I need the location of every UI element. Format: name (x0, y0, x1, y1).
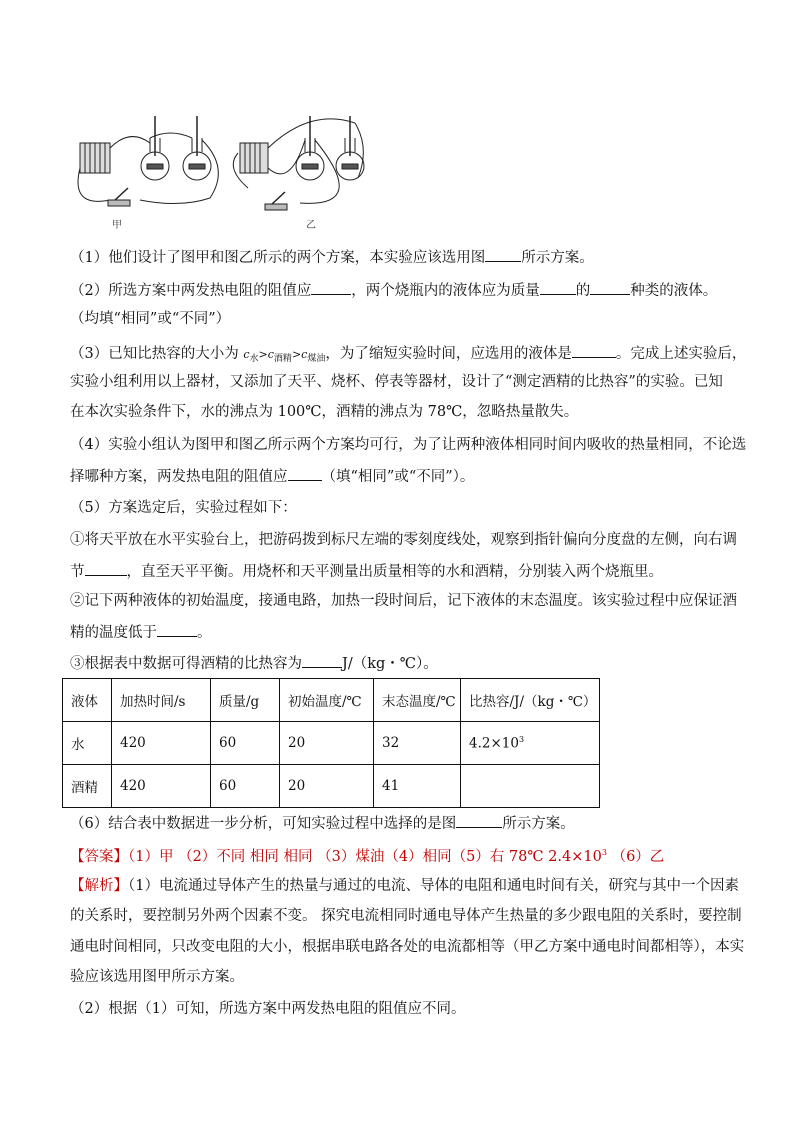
q5-step2-line2 (70, 622, 212, 642)
gt-sign: > (258, 348, 268, 361)
table-cell (461, 722, 600, 765)
q5-blank-3[interactable] (302, 653, 342, 668)
table-row (63, 765, 600, 808)
table-header-row (63, 679, 600, 722)
table-cell (461, 765, 600, 808)
table-cell: 20 (280, 722, 374, 765)
table-cell: 60 (211, 722, 280, 765)
q2-text-a: （2）所选方案中两发热电阻的阻值应 (70, 283, 312, 299)
table-cell: 酒精 (63, 765, 112, 808)
q2-blank-3[interactable] (590, 280, 630, 295)
analysis-line-2: 的关系时，要控制另外两个因素不变。 探究电流相同时通电导体产生热量的多少跟电阻的关系时，要控制 (70, 908, 742, 924)
table-cell: 41 (374, 765, 461, 808)
q4-line-2 (70, 466, 474, 486)
analysis-text: （1）电流通过导体产生的热量与通过的电流、导体的电阻和通电时间有关，研究与其中一个因素 (128, 878, 739, 894)
heat-capacity-value: 4.2×10 (469, 735, 519, 752)
gt-sign: > (291, 348, 302, 361)
q2-text-c: 的 (575, 283, 591, 299)
q5-intro: （5）方案选定后，实验过程如下： (70, 500, 297, 516)
q2-text-b: ，两个烧瓶内的液体应为质量 (351, 283, 540, 299)
q5-step1-line1: ①将天平放在水平实验台上，把游码拨到标尺左端的零刻度线处，观察到指针偏向分度盘的左侧，向右调 (70, 532, 737, 548)
q2-blank-2[interactable] (540, 280, 576, 295)
data-table (62, 678, 600, 808)
q3-text-b: ，为了缩短实验时间，应选用的液体是 (325, 346, 572, 362)
table-row (63, 722, 600, 765)
table-header: 质量/g (211, 679, 280, 722)
q2-blank-1[interactable] (311, 280, 351, 295)
table-cell: 32 (374, 722, 461, 765)
q3-line-3: 在本次实验条件下，水的沸点为 100℃，酒精的沸点为 78℃，忽略热量散失。 (70, 404, 579, 420)
q4-line-1: （4）实验小组认为图甲和图乙所示两个方案均可行，为了让两种液体相同时间内吸收的热量相同，不论选 (70, 437, 747, 453)
q5-s1-b: ，直至天平平衡。用烧杯和天平测量出质量相等的水和酒精，分别装入两个烧瓶里。 (126, 564, 663, 580)
table-header: 初始温度/℃ (280, 679, 374, 722)
q2-text-d: 种类的液体。 (630, 283, 718, 299)
answer-text: （1）甲 （2）不同 相同 相同 （3）煤油（4）相同（5）右 78℃ 2.4×10 (128, 848, 602, 865)
question-1 (70, 247, 594, 267)
q5-s3-a: ③根据表中数据可得酒精的比热容为 (70, 656, 302, 672)
q4-text-b: （填“相同”或“不同”）。 (321, 469, 475, 485)
table-header: 加热时间/s (112, 679, 211, 722)
circuit-diagrams (70, 108, 400, 233)
q3-text-a: （3）已知比热容的大小为 (70, 346, 239, 362)
experiment-figure (70, 108, 400, 233)
q3-line-2: 实验小组利用以上器材，又添加了天平、烧杯、停表等器材，设计了“测定酒精的比热容”的实验。已知 (70, 374, 723, 390)
q5-s1-a: 节 (70, 564, 85, 580)
question-3 (70, 343, 746, 368)
q3-text-c: 。完成上述实验后， (615, 346, 747, 362)
analysis-line-5: （2）根据（1）可知，所选方案中两发热电阻的阻值应不同。 (70, 1001, 466, 1017)
sub-kerosene: 煤油 (307, 354, 326, 364)
heat-capacity-exponent: 3 (518, 734, 525, 744)
q5-step2-line1: ②记下两种液体的初始温度，接通电路，加热一段时间后，记下液体的末态温度。该实验过程中应保证酒 (70, 593, 737, 609)
answer-tail: （6）乙 (606, 848, 665, 865)
c-symbol: c (301, 348, 308, 361)
q6-text-a: （6）结合表中数据进一步分析，可知实验过程中选择的是图 (70, 816, 457, 832)
table-cell: 20 (280, 765, 374, 808)
analysis-line-4: 验应该选用图甲所示方案。 (70, 969, 244, 985)
caption-jia: 甲 (112, 220, 122, 231)
table-cell: 60 (211, 765, 280, 808)
analysis-line-3: 通电时间相同，只改变电阻的大小，根据串联电路各处的电流都相等（甲乙方案中通电时间都相等），本实 (70, 939, 745, 955)
caption-yi: 乙 (306, 220, 316, 231)
sub-alcohol: 酒精 (273, 354, 292, 364)
answer-line (70, 844, 664, 866)
q1-text-end: 所示方案。 (521, 250, 594, 266)
analysis-line-1 (70, 877, 739, 895)
question-2 (70, 280, 717, 300)
table-cell: 420 (112, 765, 211, 808)
q1-blank[interactable] (485, 247, 521, 262)
q2-note: （均填“相同”或“不同”） (70, 311, 231, 327)
q5-blank-2[interactable] (157, 622, 197, 637)
c-symbol: c (267, 348, 274, 361)
q5-s2-a: 精的温度低于 (70, 625, 157, 641)
q5-s2-b: 。 (197, 625, 212, 641)
table-cell: 420 (112, 722, 211, 765)
q5-blank-1[interactable] (85, 561, 127, 576)
table-header: 比热容/J/（kg・℃） (461, 679, 600, 722)
q5-s3-b: J/（kg・℃）。 (342, 656, 438, 672)
q5-step3 (70, 653, 438, 673)
c-symbol: c (243, 348, 250, 361)
q3-blank[interactable] (572, 343, 616, 358)
q5-step1-line2 (70, 561, 663, 581)
q4-text-a: 择哪种方案，两发热电阻的阻值应 (70, 469, 288, 485)
question-6 (70, 813, 575, 833)
q6-text-b: 所示方案。 (502, 816, 575, 832)
analysis-label: 【解析】 (70, 878, 128, 894)
answer-label: 【答案】 (70, 848, 128, 865)
table-header: 液体 (63, 679, 112, 722)
table-cell: 水 (63, 722, 112, 765)
sub-water: 水 (249, 354, 259, 364)
answer-exponent: 3 (601, 848, 607, 857)
q6-blank[interactable] (456, 813, 502, 828)
q4-blank[interactable] (288, 466, 322, 481)
q1-text: （1）他们设计了图甲和图乙所示的两个方案，本实验应该选用图 (70, 250, 486, 266)
table-header: 末态温度/℃ (374, 679, 461, 722)
